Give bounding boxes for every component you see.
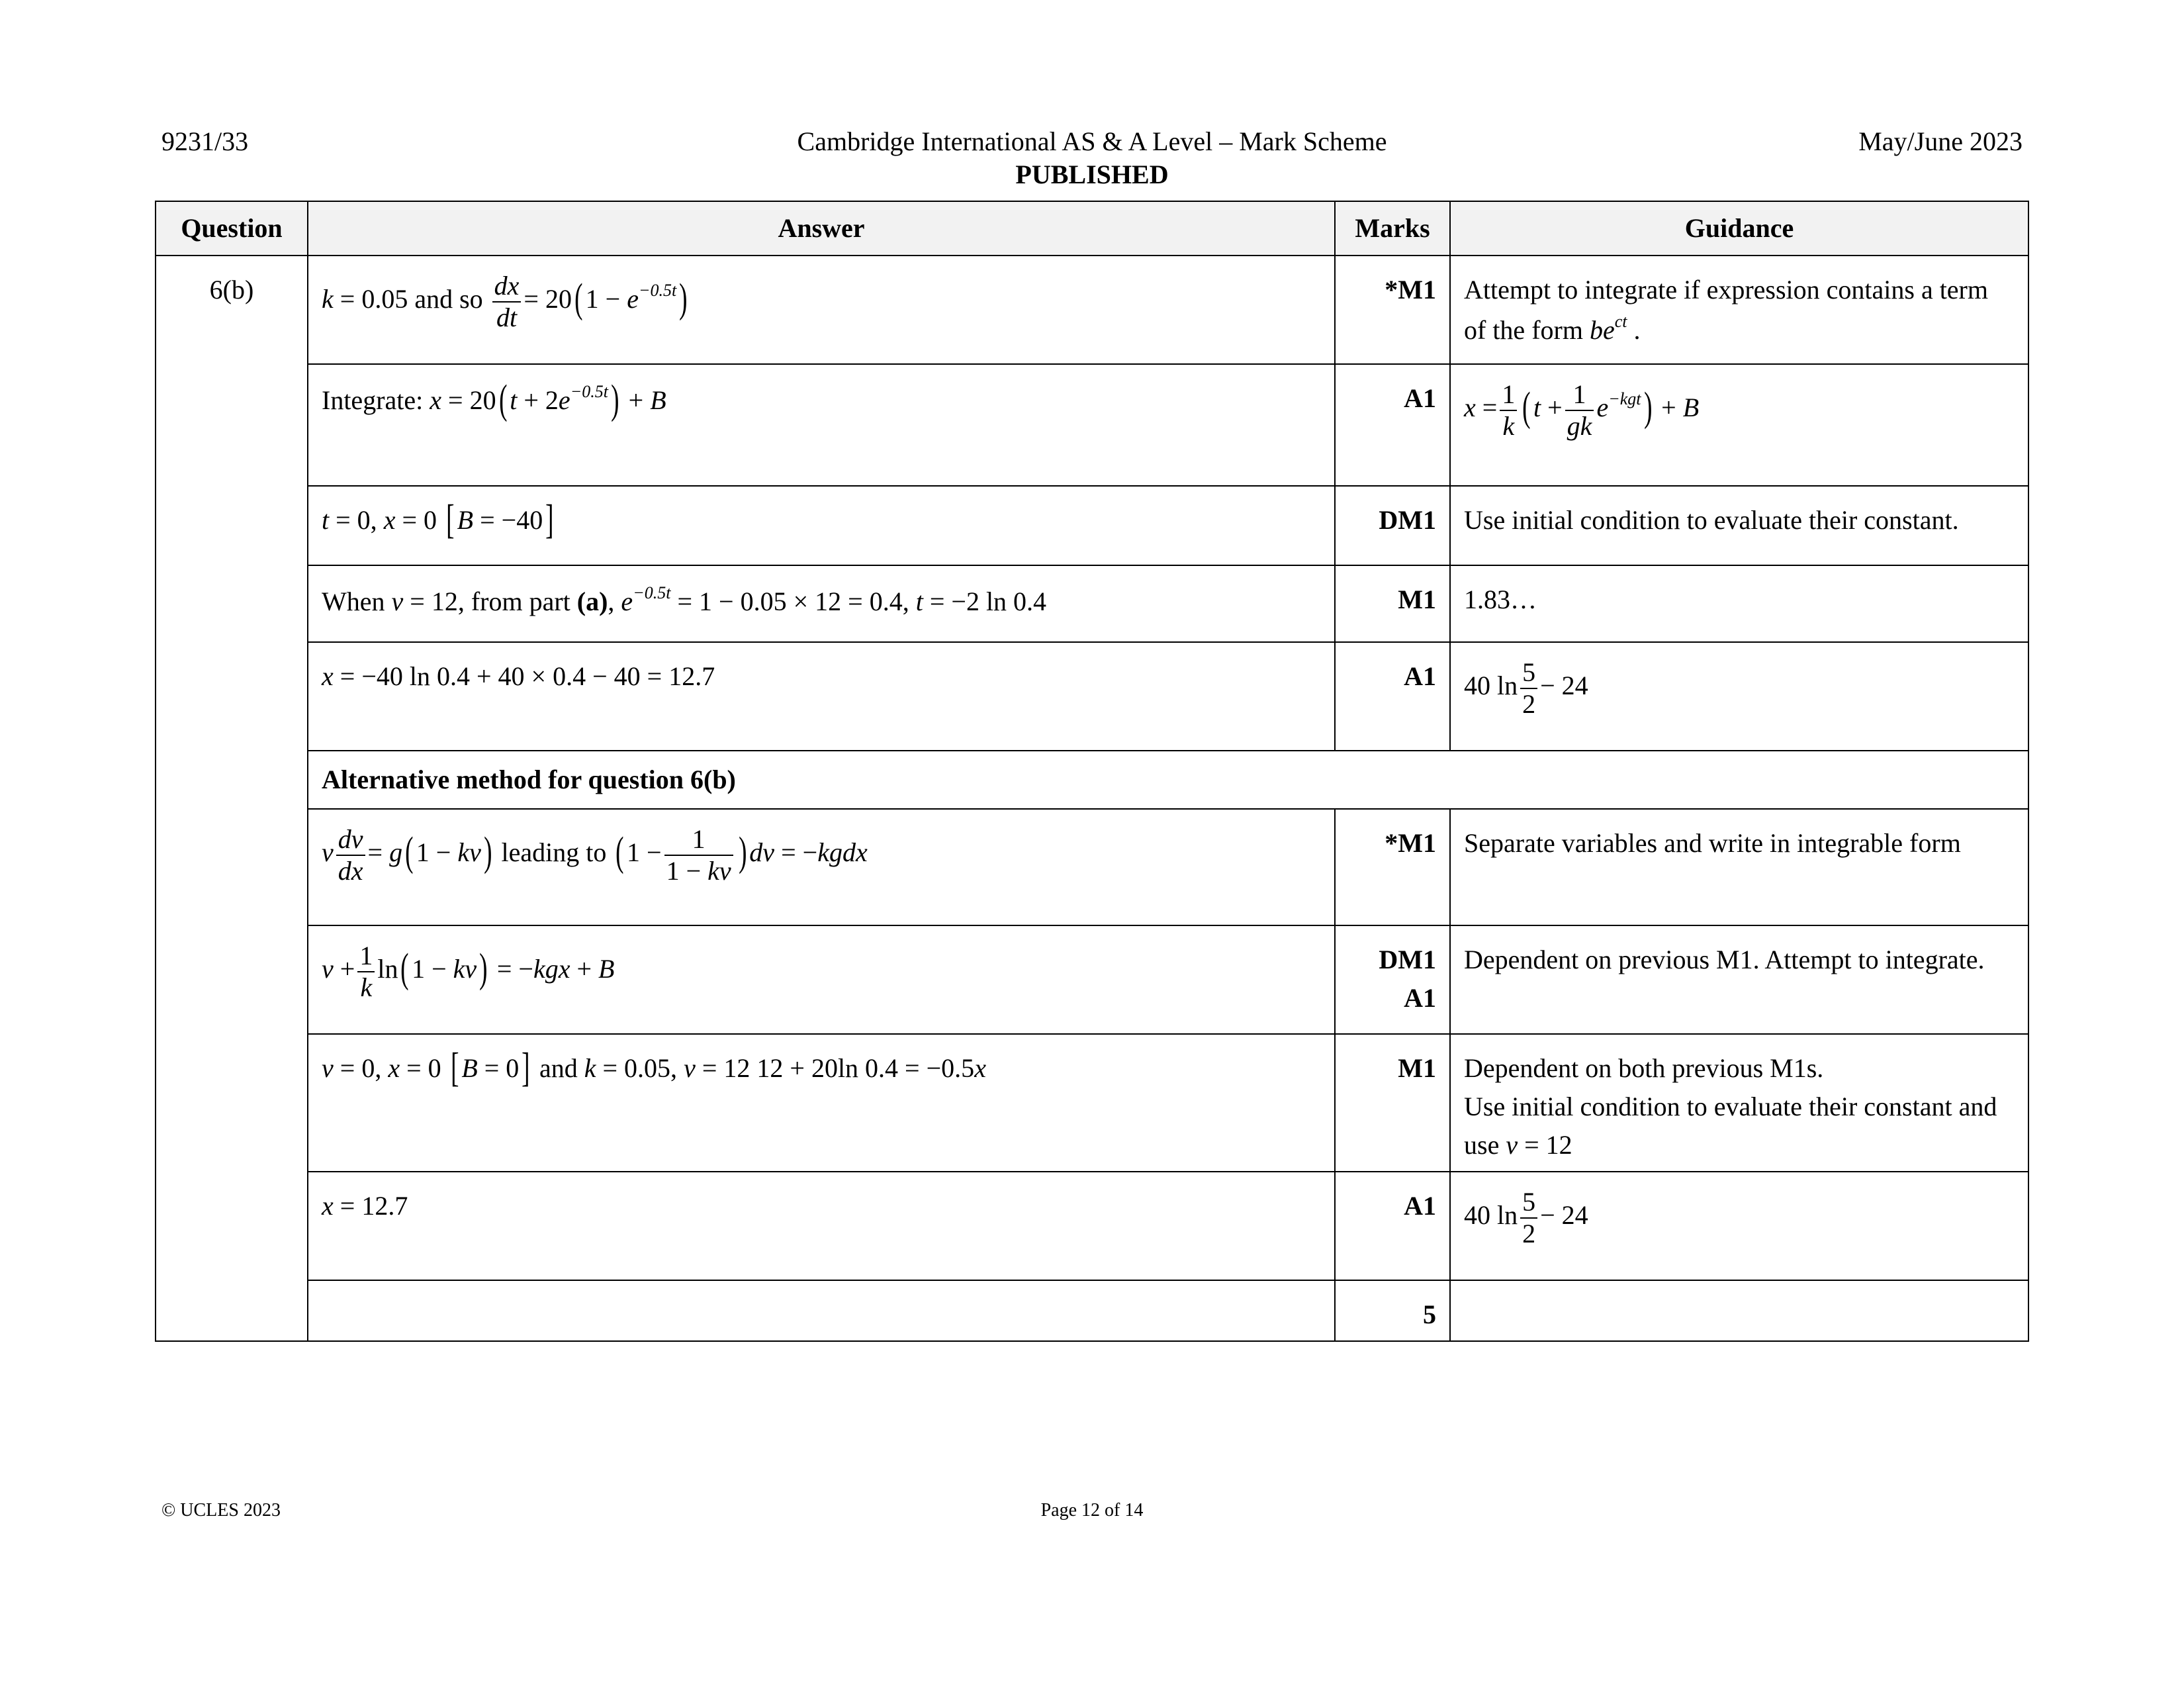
- denominator: [492, 303, 522, 333]
- text-segment: = 0,: [333, 1053, 388, 1083]
- fraction: [1500, 379, 1517, 442]
- answer-cell: [308, 809, 1335, 925]
- text-segment: = 20: [523, 284, 572, 314]
- column-header-marks: Marks: [1335, 201, 1450, 256]
- bracket: ): [679, 276, 688, 322]
- math-variable: x: [322, 1191, 334, 1221]
- text-segment: Attempt to integrate if expression contains a term of the form: [1464, 275, 1988, 345]
- text-segment: When: [322, 586, 392, 616]
- superscript: −0.5t: [570, 382, 608, 401]
- math-expression: [322, 377, 666, 422]
- text-segment: 1 −: [585, 284, 627, 314]
- text-segment: = 20: [441, 385, 496, 415]
- math-expression: [1573, 379, 1586, 409]
- paper-code: 9231/33: [161, 126, 249, 156]
- fraction: [336, 824, 365, 886]
- guidance-cell: [1450, 1172, 2028, 1280]
- math-expression: [322, 941, 615, 1002]
- bracket: ]: [522, 1045, 530, 1090]
- text-segment: 2: [1522, 1219, 1536, 1248]
- text-segment: 40 ln: [1464, 671, 1518, 701]
- table-row: [156, 642, 2028, 751]
- math-variable: x: [1464, 393, 1476, 423]
- document-title: Cambridge International AS & A Level – Mark Scheme: [797, 126, 1387, 156]
- alt-method-row: [156, 751, 2028, 809]
- bracket: (: [400, 946, 409, 992]
- guidance-cell: [1450, 364, 2028, 486]
- math-variable: dx: [494, 271, 520, 301]
- math-variable: dx: [338, 856, 363, 886]
- math-variable: v: [391, 586, 404, 616]
- math-expression: [1464, 945, 1985, 974]
- marks-cell: M1: [1335, 1034, 1450, 1172]
- superscript: −0.5t: [638, 281, 677, 301]
- answer-cell: [308, 642, 1335, 751]
- mark-scheme-table: [155, 201, 2029, 1342]
- bracket: (: [498, 377, 508, 422]
- text-segment: = 0,: [329, 505, 384, 535]
- text-segment: ln: [377, 954, 398, 984]
- math-variable: k: [1502, 411, 1515, 441]
- math-expression: [666, 856, 731, 886]
- text-segment: 1 −: [666, 856, 708, 886]
- bracket: (: [1522, 385, 1531, 430]
- text-segment: Use initial condition to evaluate their constant and: [1464, 1092, 1997, 1121]
- math-expression: [1464, 379, 1700, 441]
- math-expression: [322, 1045, 986, 1090]
- math-expression: [1502, 411, 1514, 441]
- text-segment: =: [367, 837, 390, 868]
- math-expression: [1464, 275, 1988, 345]
- text-segment: +: [333, 954, 355, 984]
- fraction: [1520, 1187, 1537, 1249]
- text-segment: 2: [1522, 689, 1536, 719]
- guidance-cell: [1450, 925, 2028, 1034]
- math-variable: B: [457, 505, 474, 535]
- text-segment: = −: [774, 837, 818, 868]
- math-variable: x: [388, 1053, 400, 1083]
- guidance-cell: [1450, 486, 2028, 565]
- denominator: [664, 856, 733, 886]
- text-segment: leading to: [494, 837, 614, 868]
- text-segment: = −40 ln 0.4 + 40 × 0.4 − 40 = 12.7: [333, 661, 715, 691]
- text-segment: 1: [1572, 379, 1586, 409]
- alt-method-heading: Alternative method for question 6(b): [308, 751, 2028, 809]
- text-segment: 1 −: [627, 837, 662, 868]
- math-variable: B: [461, 1053, 478, 1083]
- math-variable: v: [1506, 1130, 1518, 1160]
- math-variable: x: [383, 505, 396, 535]
- math-variable: kgdx: [817, 837, 868, 868]
- math-expression: [1522, 689, 1535, 719]
- math-variable: k: [360, 972, 373, 1002]
- text-segment: Integrate:: [322, 385, 430, 415]
- bracket: (: [405, 829, 414, 875]
- math-variable: v: [322, 954, 334, 984]
- math-variable: v: [684, 1053, 696, 1083]
- math-variable: gk: [1567, 411, 1592, 441]
- math-expression: [322, 583, 1047, 616]
- guidance-cell: [1450, 1280, 2028, 1341]
- text-segment: and: [532, 1053, 584, 1083]
- answer-cell: [308, 1034, 1335, 1172]
- math-expression: [1522, 1219, 1535, 1248]
- guidance-cell: [1450, 809, 2028, 925]
- text-segment: = 0: [395, 505, 444, 535]
- math-variable: kgx: [533, 954, 570, 984]
- text-segment: 1: [692, 824, 705, 854]
- marks-cell: A1: [1335, 642, 1450, 751]
- marks-cell: A1: [1335, 364, 1450, 486]
- text-segment: 1: [1502, 379, 1516, 409]
- column-header-answer: Answer: [308, 201, 1335, 256]
- math-expression: [1522, 657, 1535, 687]
- math-variable: e: [558, 385, 570, 415]
- guidance-cell: [1450, 256, 2028, 364]
- math-variable: B: [598, 954, 615, 984]
- fraction: [664, 824, 733, 886]
- numerator: [1520, 1187, 1537, 1219]
- math-expression: [1502, 379, 1515, 409]
- text-segment: Dependent on previous M1. Attempt to integrate.: [1464, 945, 1985, 974]
- text-segment: 5: [1522, 1187, 1536, 1217]
- total-row: [156, 1280, 2028, 1341]
- math-variable: t: [510, 385, 518, 415]
- text-segment: Use initial condition to evaluate their constant.: [1464, 505, 1959, 535]
- text-segment: = −2 ln 0.4: [923, 586, 1047, 616]
- numerator: [336, 824, 365, 856]
- denominator: [357, 972, 375, 1003]
- fraction: [492, 271, 522, 333]
- text-segment: +: [621, 385, 651, 415]
- fraction: [1520, 657, 1537, 720]
- table-row: [156, 364, 2028, 486]
- exam-session: May/June 2023: [1858, 126, 2023, 156]
- denominator: [1520, 1219, 1537, 1249]
- math-expression: [1464, 1187, 1588, 1248]
- bracket: ): [479, 946, 488, 992]
- bold-text: (a): [576, 586, 608, 616]
- text-segment: .: [1627, 315, 1641, 345]
- marks-cell: DM1 A1: [1335, 925, 1450, 1034]
- denominator: [336, 856, 365, 886]
- math-variable: k: [584, 1053, 596, 1083]
- math-variable: be: [1589, 315, 1615, 345]
- bracket: (: [574, 276, 583, 322]
- table-row: [156, 565, 2028, 642]
- bracket: ): [483, 829, 492, 875]
- bracket: [: [450, 1045, 459, 1090]
- text-segment: = 12: [1518, 1130, 1572, 1160]
- marks-cell: DM1: [1335, 486, 1450, 565]
- math-variable: v: [322, 1053, 334, 1083]
- math-variable: B: [650, 385, 666, 415]
- text-segment: = 0: [400, 1053, 448, 1083]
- text-segment: − 24: [1540, 1200, 1588, 1231]
- bracket: ): [1643, 385, 1653, 430]
- math-expression: [1464, 585, 1537, 614]
- math-expression: [360, 972, 372, 1002]
- math-expression: [322, 1191, 408, 1221]
- math-expression: [338, 824, 363, 854]
- text-segment: Separate variables and write in integrable form: [1464, 828, 1961, 858]
- math-expression: [494, 271, 520, 301]
- table-row: [156, 925, 2028, 1034]
- math-expression: [322, 497, 557, 542]
- column-header-guidance: Guidance: [1450, 201, 2028, 256]
- guidance-cell: [1450, 565, 2028, 642]
- text-segment: = 0: [477, 1053, 520, 1083]
- text-segment: 1.83…: [1464, 585, 1537, 614]
- math-variable: dt: [496, 303, 518, 332]
- math-variable: t: [915, 586, 923, 616]
- marks-cell: *M1: [1335, 809, 1450, 925]
- superscript: −0.5t: [633, 583, 671, 602]
- column-header-question: Question: [156, 201, 308, 256]
- math-expression: [692, 824, 705, 854]
- text-segment: 1 −: [412, 954, 453, 984]
- bracket: [: [446, 497, 455, 542]
- table-row: [156, 1034, 2028, 1172]
- text-segment: use: [1464, 1130, 1506, 1160]
- math-expression: [1464, 1053, 1997, 1160]
- math-expression: [1464, 505, 1959, 535]
- math-variable: e: [621, 586, 633, 616]
- guidance-cell: [1450, 642, 2028, 751]
- text-segment: +: [570, 954, 599, 984]
- text-segment: 1 −: [416, 837, 458, 868]
- math-expression: [359, 941, 373, 970]
- answer-cell: [308, 364, 1335, 486]
- text-segment: = 12.7: [333, 1191, 408, 1221]
- answer-cell: [308, 565, 1335, 642]
- text-segment: = 12, from part: [403, 586, 577, 616]
- math-expression: [1567, 411, 1592, 441]
- page-number: Page 12 of 14: [1040, 1500, 1144, 1521]
- text-segment: − 24: [1540, 671, 1588, 701]
- total-marks: 5: [1335, 1280, 1450, 1341]
- text-segment: = 1 − 0.05 × 12 = 0.4,: [670, 586, 916, 616]
- bracket: ): [611, 377, 619, 422]
- math-variable: dv: [338, 824, 363, 854]
- math-variable: t: [322, 505, 330, 535]
- text-segment: Dependent on both previous M1s.: [1464, 1053, 1824, 1083]
- text-segment: = −40: [473, 505, 543, 535]
- numerator: [664, 824, 733, 856]
- numerator: [1520, 657, 1537, 689]
- text-segment: = 0.05,: [596, 1053, 684, 1083]
- math-variable: x: [322, 661, 334, 691]
- text-segment: = −: [490, 954, 533, 984]
- table-row: [156, 809, 2028, 925]
- math-variable: v: [322, 837, 334, 868]
- math-expression: [338, 856, 363, 886]
- table-row: [156, 256, 2028, 364]
- answer-cell: [308, 1280, 1335, 1341]
- text-segment: 40 ln: [1464, 1200, 1518, 1231]
- text-segment: 5: [1522, 657, 1536, 687]
- copyright: © UCLES 2023: [161, 1500, 281, 1521]
- fraction: [1565, 379, 1594, 442]
- denominator: [1565, 411, 1594, 442]
- marks-cell: M1: [1335, 565, 1450, 642]
- text-segment: = 12 12 + 20ln 0.4 = −0.5: [695, 1053, 975, 1083]
- text-segment: + 2: [517, 385, 559, 415]
- table-row: [156, 1172, 2028, 1280]
- bracket: ): [738, 829, 747, 875]
- superscript: −kgt: [1608, 389, 1641, 409]
- math-expression: [322, 271, 690, 332]
- math-variable: kv: [707, 856, 731, 886]
- table-row: [156, 486, 2028, 565]
- text-segment: +: [1541, 393, 1563, 423]
- math-variable: k: [322, 284, 334, 314]
- denominator: [1520, 689, 1537, 720]
- text-segment: =: [1475, 393, 1498, 423]
- text-segment: ,: [608, 586, 621, 616]
- numerator: [492, 271, 522, 303]
- math-variable: kv: [457, 837, 481, 868]
- text-segment: = 0.05 and so: [333, 284, 490, 314]
- denominator: [1500, 411, 1517, 442]
- guidance-cell: [1450, 1034, 2028, 1172]
- math-variable: dv: [749, 837, 775, 868]
- superscript: ct: [1614, 312, 1627, 331]
- math-expression: [1464, 657, 1588, 719]
- math-variable: x: [430, 385, 442, 415]
- math-variable: B: [1682, 393, 1700, 423]
- answer-cell: [308, 486, 1335, 565]
- text-segment: +: [1655, 393, 1683, 423]
- numerator: [1565, 379, 1594, 411]
- answer-cell: [308, 256, 1335, 364]
- math-expression: [1464, 828, 1961, 858]
- math-variable: kv: [453, 954, 477, 984]
- math-expression: [496, 303, 517, 332]
- published-label: PUBLISHED: [1015, 160, 1169, 189]
- answer-cell: [308, 925, 1335, 1034]
- bracket: ]: [545, 497, 554, 542]
- math-expression: [1522, 1187, 1535, 1217]
- question-number: 6(b): [156, 256, 308, 1341]
- numerator: [357, 941, 375, 972]
- fraction: [357, 941, 375, 1003]
- math-expression: [322, 824, 868, 886]
- math-variable: e: [627, 284, 639, 314]
- math-variable: t: [1533, 393, 1541, 423]
- answer-cell: [308, 1172, 1335, 1280]
- bracket: (: [615, 829, 624, 875]
- math-variable: e: [1596, 393, 1609, 423]
- marks-cell: *M1: [1335, 256, 1450, 364]
- math-variable: g: [389, 837, 403, 868]
- numerator: [1500, 379, 1517, 411]
- math-expression: [322, 661, 715, 691]
- text-segment: 1: [359, 941, 373, 970]
- marks-cell: A1: [1335, 1172, 1450, 1280]
- table-header-row: [156, 201, 2028, 256]
- math-variable: x: [974, 1053, 986, 1083]
